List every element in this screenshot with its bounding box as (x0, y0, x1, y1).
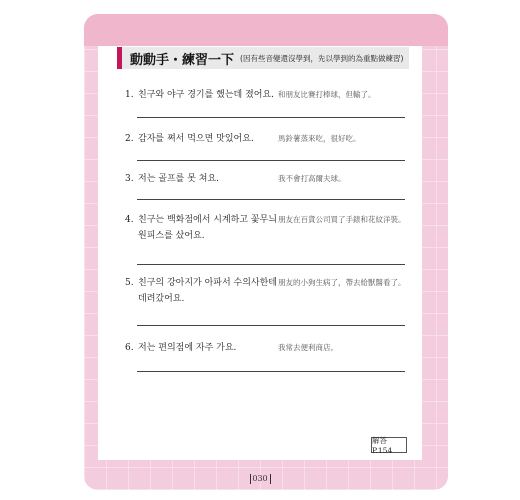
item-number: 2. (125, 134, 134, 144)
section-header (117, 47, 409, 69)
writing-line (137, 264, 405, 265)
korean-sentence: 저는 골프를 못 쳐요. (138, 174, 219, 184)
content-page (98, 46, 422, 460)
section-note: (因有些音變還沒學到，先以學到的為重點做練習) (240, 53, 404, 63)
writing-line (137, 371, 405, 372)
korean-sentence: 저는 편의점에 자주 가요. (138, 343, 237, 353)
writing-line (137, 199, 405, 200)
translation: 朋友的小狗生病了，帶去給獸醫看了。 (278, 278, 406, 287)
korean-sentence: 감자를 쪄서 먹으면 맛있어요. (138, 134, 254, 144)
item-number: 6. (125, 343, 134, 353)
page-number: 030 (252, 474, 268, 483)
writing-line (137, 160, 405, 161)
translation: 朋友在百貨公司買了手錶和花紋洋裝。 (278, 215, 406, 224)
korean-sentence: 친구의 강아지가 아파서 수의사한테 데려갔어요. (138, 278, 277, 304)
writing-line (137, 325, 405, 326)
translation: 我不會打高爾夫球。 (278, 174, 346, 183)
translation: 馬鈴薯蒸來吃，很好吃。 (278, 134, 361, 143)
translation: 我常去便利商店。 (278, 343, 338, 352)
writing-line (137, 117, 405, 118)
page-number-divider-right (270, 474, 271, 484)
section-title: 動動手・練習一下 (130, 52, 235, 68)
translation: 和朋友比賽打棒球，但輸了。 (278, 90, 376, 99)
item-number: 3. (125, 174, 134, 184)
answer-reference: 解答 P.154 (371, 437, 407, 453)
item-number: 5. (125, 278, 134, 288)
korean-sentence: 친구와 야구 경기를 했는데 졌어요. (138, 90, 275, 100)
top-band (84, 14, 448, 46)
item-number: 4. (125, 215, 134, 225)
item-number: 1. (125, 90, 134, 100)
korean-sentence: 친구는 백화점에서 시계하고 꽃무늬 원피스를 샀어요. (138, 215, 277, 241)
